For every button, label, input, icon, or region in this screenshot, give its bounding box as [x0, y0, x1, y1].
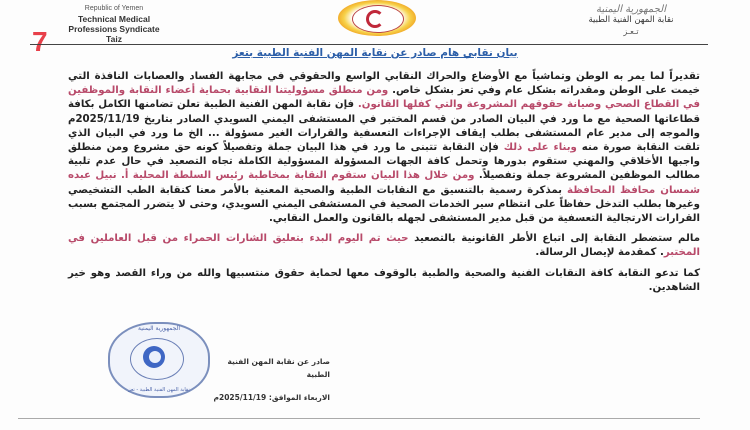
date-label: الاربعاء الموافق:: [268, 393, 330, 402]
header-country-en: Republic of Yemen: [84, 5, 144, 12]
paragraph-text: كما تدعو النقابة كافة النقابات الفنية والصحية والطبية بالوقوف معها لحماية حقوق منتسبيها والله من وراء القصد وهو خير الشاهدين.: [68, 267, 700, 293]
signature-issuer: صادر عن نقابة المهن الفنية الطبية: [227, 357, 330, 379]
stamp-crescent-cutout: [149, 351, 161, 363]
header-org-ar: نقابة المهن الفنية الطبية: [588, 15, 674, 25]
paragraph-text: مالم ستضطر النقابة إلى اتباع الأطر القانونية بالتصعيد: [408, 233, 700, 245]
paragraph-2: [68, 232, 700, 260]
stamp-bottom-text: نقابة المهن الفنية الطبية - تعز: [128, 387, 190, 393]
crescent-icon: [366, 10, 384, 28]
signature-date: [212, 391, 330, 404]
highlighted-text: ومن منطلق مسؤوليتنا النقابية بحماية أعضاء النقابة والموظفين في القطاع الصحي وصيانة حقوقهم المشروعة والتي كفلها القانون.: [68, 85, 700, 111]
header-country-ar: الجمهورية اليمنية: [595, 4, 666, 15]
document-body: [68, 70, 700, 301]
paragraph-text: فإن نقابة المهن الفنية الطبية تعلن تضامنها الكامل بكافة قطاعاتها الصحية مع ما ورد في البيان الصادر من قسم المختبر في المستشفى اليمني السويدي الصادر بتاريخ 2025/11/19م والموجه إلى مدير عام المستشفى بطلب إيقاف الإجراءات التعسفية والقرارات الغير مسؤولة ... الخ ما ورد في البيان الذي تلقت النقابة صورة منه: [68, 99, 700, 154]
highlighted-text: وبناء على ذلك: [503, 142, 577, 154]
header-city-en: Taiz: [106, 34, 122, 44]
logo-ring: [352, 5, 404, 33]
paragraph-3: [68, 267, 700, 295]
page-number-mark: 7: [32, 26, 48, 57]
document-title: بيان نقابي هام صادر عن نقابة المهن الفنية الطبية بتعز: [232, 47, 518, 59]
paragraph-text: فإن النقابة تتبنى ما ورد في هذا البيان جملة وتفصيلاً كونه حق مشروع ومن منطلق واجبها الأخلاقي والمهني ستقوم بدورها وتحمل كافة الجهات المسؤولة المسؤولية الكاملة تجاه التصعيد في حال عدم تلبية مطالب الموظفين المشروعة جملة وتفصيلاً.: [68, 142, 701, 182]
highlighted-text: حيث تم اليوم البدء بتعليق الشارات الحمراء من قبل العاملين في المختبر: [68, 233, 700, 259]
header-org-en-line2: Professions Syndicate: [68, 24, 160, 34]
highlighted-text: ومن خلال هذا البيان ستقوم النقابة بمخاطبة رئيس السلطة المحلية أ. نبيل عبده شمسان محافظ المحافظة: [68, 170, 700, 196]
date-value: 2025/11/19م: [213, 393, 267, 402]
paragraph-text: بمذكرة رسمية بالتنسيق مع النقابات الطبية والصحية المعنية بالأمر معنا كنقابة الطب التشخيصي وغيرها بطلب التدخل حفاظاً على انتظام سير الخدمات الصحية في المستشفى اليمني السويدي، وحتى لا يتضرر المجتمع بسبب القرارات الارتجالية التعسفية من قبل مدير المستشفى لجهله بالقانون والعمل النقابي.: [68, 184, 700, 225]
header-city-ar: تـعـز: [623, 27, 639, 36]
footer-divider: [18, 418, 700, 419]
header-org-en-line1: Technical Medical: [77, 14, 151, 24]
paragraph-text: تقديراً لما يمر به الوطن وتماشياً مع الأوضاع والحراك النقابي الواسع والحقوقي في مجابهة الفساد والعصابات النافذة التي خيمت على الوطن ومقدراته بشكل عام وفي تعز بشكل خاص.: [68, 71, 701, 97]
official-stamp: [108, 322, 210, 398]
header-arabic: [556, 4, 706, 37]
stamp-ring: [130, 338, 184, 380]
header-divider: [30, 44, 708, 45]
syndicate-logo-icon: [338, 0, 416, 36]
signature-block: [212, 355, 330, 404]
stamp-top-text: الجمهورية اليمنية: [137, 325, 180, 332]
paragraph-1: [68, 70, 700, 226]
paragraph-text: . كمقدمة لإيصال الرسالة.: [535, 247, 664, 259]
header-english: [44, 4, 184, 44]
stamp-crescent-icon: [143, 346, 165, 368]
